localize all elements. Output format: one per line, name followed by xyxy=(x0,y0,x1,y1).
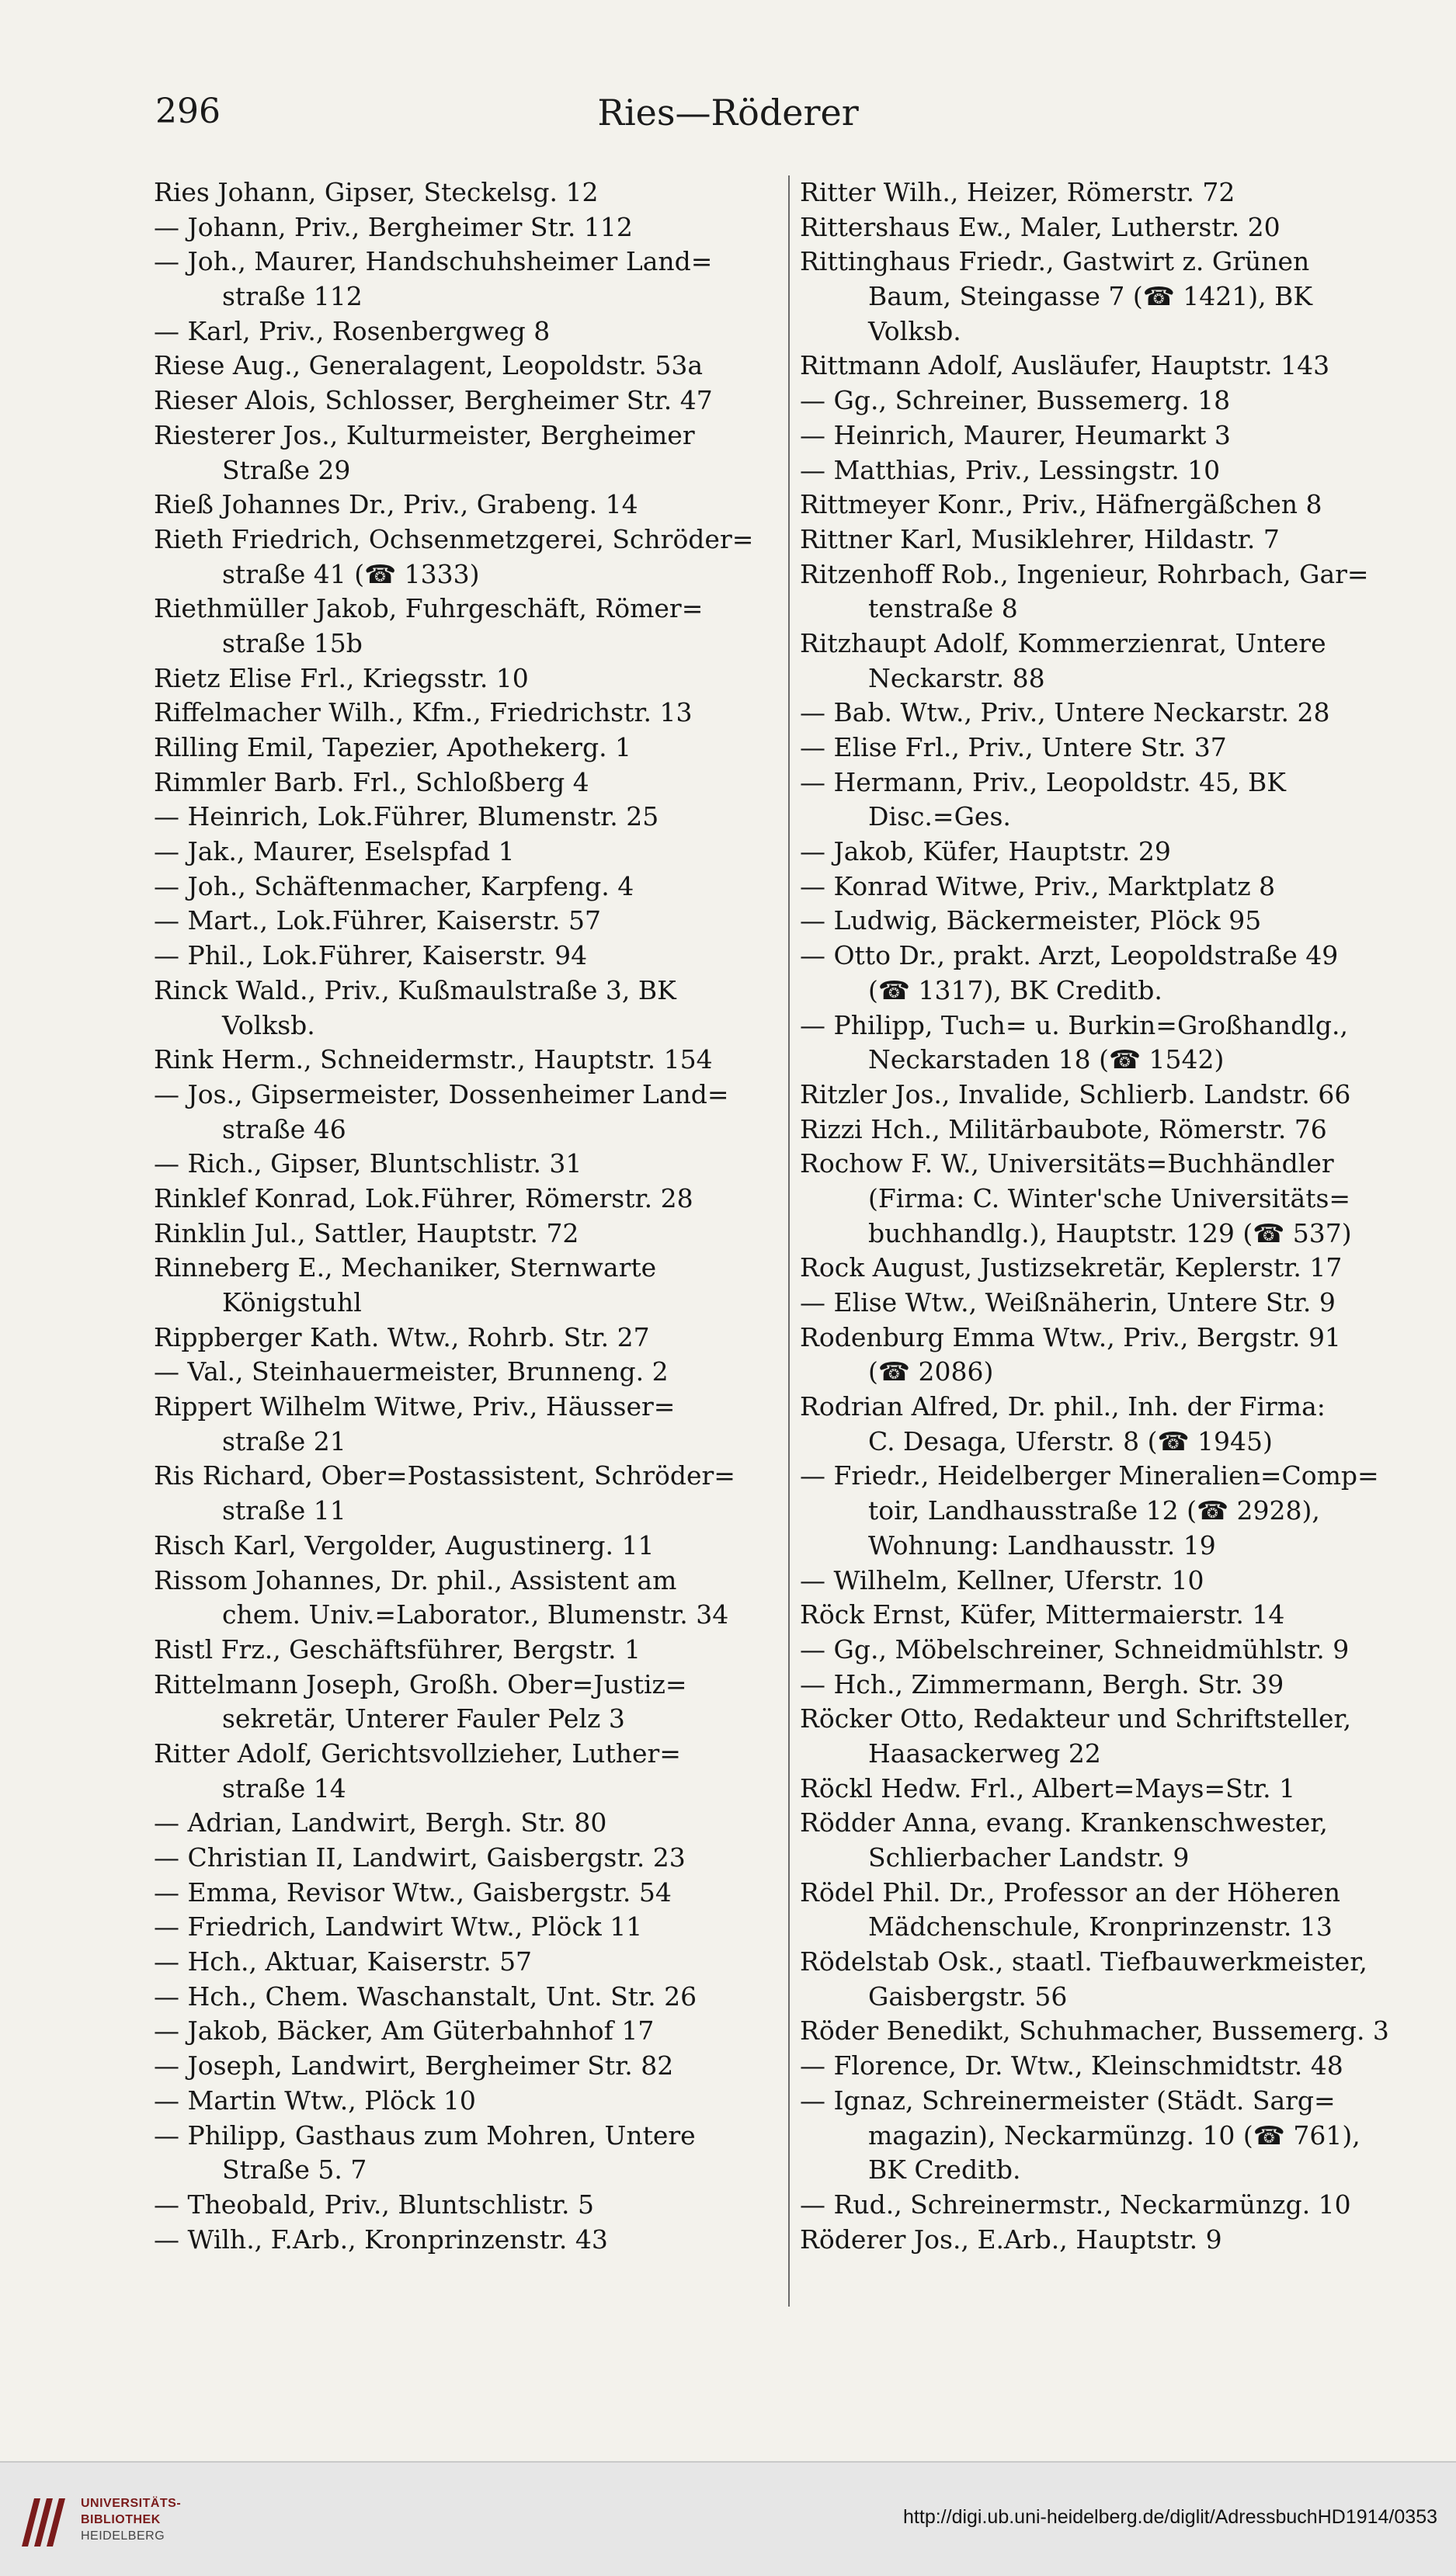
directory-entry-line: — Wilhelm, Kellner, Uferstr. 10 xyxy=(800,1564,1204,1595)
entry-continuation-line: Mädchenschule, Kronprinzenstr. 13 xyxy=(868,1911,1333,1942)
directory-entry-line: Röck Ernst, Küfer, Mittermaierstr. 14 xyxy=(800,1599,1285,1630)
directory-entry-line: Rödelstab Osk., staatl. Tiefbauwerkmeister, xyxy=(800,1946,1367,1977)
directory-entry-line: Ris Richard, Ober=Postassistent, Schröder= xyxy=(154,1460,735,1491)
entry-continuation-line: buchhandlg.), Hauptstr. 129 (☎ 537) xyxy=(868,1217,1352,1248)
entry-continuation-line: Königstuhl xyxy=(222,1287,362,1318)
entry-continuation-line: straße 14 xyxy=(222,1772,346,1804)
directory-entry-line: — Wilh., F.Arb., Kronprinzenstr. 43 xyxy=(154,2224,608,2255)
left-column xyxy=(154,175,775,2349)
directory-entry-line: — Jak., Maurer, Eselspfad 1 xyxy=(154,836,515,867)
directory-entry-line: Rilling Emil, Tapezier, Apothekerg. 1 xyxy=(154,732,632,762)
directory-entry-line: — Jakob, Küfer, Hauptstr. 29 xyxy=(800,836,1171,867)
entry-continuation-line: Volksb. xyxy=(222,1009,315,1040)
directory-entry-line: — Hch., Zimmermann, Bergh. Str. 39 xyxy=(800,1668,1284,1699)
directory-entry-line: Ritzhaupt Adolf, Kommerzienrat, Untere xyxy=(800,627,1326,658)
directory-entry-line: Röderer Jos., E.Arb., Hauptstr. 9 xyxy=(800,2224,1222,2255)
directory-entry-line: — Val., Steinhauermeister, Brunneng. 2 xyxy=(154,1356,669,1387)
directory-entry-line: Rittner Karl, Musiklehrer, Hildastr. 7 xyxy=(800,523,1280,554)
directory-entry-line: — Phil., Lok.Führer, Kaiserstr. 94 xyxy=(154,940,588,971)
entry-continuation-line: sekretär, Unterer Fauler Pelz 3 xyxy=(222,1703,625,1734)
directory-entry-line: Riesterer Jos., Kulturmeister, Bergheimer xyxy=(154,419,695,450)
directory-entry-line: — Emma, Revisor Wtw., Gaisbergstr. 54 xyxy=(154,1876,672,1908)
directory-entry-line: — Florence, Dr. Wtw., Kleinschmidtstr. 48 xyxy=(800,2050,1343,2081)
entry-continuation-line: toir, Landhausstraße 12 (☎ 2928), xyxy=(868,1495,1320,1526)
directory-entry-line: Riethmüller Jakob, Fuhrgeschäft, Römer= xyxy=(154,593,704,624)
directory-entry-line: — Ignaz, Schreinermeister (Städt. Sarg= xyxy=(800,2085,1336,2116)
directory-entry-line: Rittmann Adolf, Ausläufer, Hauptstr. 143 xyxy=(800,350,1330,381)
directory-entry-line: Rittelmann Joseph, Großh. Ober=Justiz= xyxy=(154,1668,687,1699)
entry-continuation-line: tenstraße 8 xyxy=(868,593,1018,624)
directory-entry-line: Rinklef Konrad, Lok.Führer, Römerstr. 28 xyxy=(154,1182,693,1213)
directory-entry-line: — Matthias, Priv., Lessingstr. 10 xyxy=(800,454,1221,485)
directory-entry-line: Rochow F. W., Universitäts=Buchhändler xyxy=(800,1148,1334,1179)
directory-entry-line: Rippberger Kath. Wtw., Rohrb. Str. 27 xyxy=(154,1321,650,1352)
directory-entry-line: Rödder Anna, evang. Krankenschwester, xyxy=(800,1807,1328,1838)
entry-continuation-line: Straße 29 xyxy=(222,454,351,485)
directory-entry-line: Rimmler Barb. Frl., Schloßberg 4 xyxy=(154,766,589,797)
entry-continuation-line: straße 46 xyxy=(222,1113,346,1144)
directory-entry-line: Röcker Otto, Redakteur und Schriftsteller, xyxy=(800,1703,1352,1734)
directory-entry-line: Rinck Wald., Priv., Kußmaulstraße 3, BK xyxy=(154,974,676,1005)
entry-continuation-line: C. Desaga, Uferstr. 8 (☎ 1945) xyxy=(868,1425,1273,1456)
directory-entry-line: Rodenburg Emma Wtw., Priv., Bergstr. 91 xyxy=(800,1321,1341,1352)
directory-entry-line: — Theobald, Priv., Bluntschlistr. 5 xyxy=(154,2189,595,2220)
directory-entry-line: Rizzi Hch., Militärbaubote, Römerstr. 76 xyxy=(800,1113,1327,1144)
directory-entry-line: Rieß Johannes Dr., Priv., Grabeng. 14 xyxy=(154,489,638,520)
logo-line: UNIVERSITÄTS- xyxy=(81,2497,182,2510)
directory-entry-line: — Friedrich, Landwirt Wtw., Plöck 11 xyxy=(154,1911,643,1942)
entry-continuation-line: Haasackerweg 22 xyxy=(868,1738,1101,1769)
entry-continuation-line: straße 41 (☎ 1333) xyxy=(222,558,480,589)
directory-entry-line: — Hermann, Priv., Leopoldstr. 45, BK xyxy=(800,766,1286,797)
directory-entry-line: — Bab. Wtw., Priv., Untere Neckarstr. 28 xyxy=(800,697,1330,728)
directory-entry-line: Ries Johann, Gipser, Steckelsg. 12 xyxy=(154,177,599,207)
directory-entry-line: — Ludwig, Bäckermeister, Plöck 95 xyxy=(800,905,1262,936)
directory-entry-line: Rink Herm., Schneidermstr., Hauptstr. 154 xyxy=(154,1044,713,1075)
entry-continuation-line: chem. Univ.=Laborator., Blumenstr. 34 xyxy=(222,1599,729,1630)
directory-entry-line: Rock August, Justizsekretär, Keplerstr. 17 xyxy=(800,1252,1343,1283)
directory-entry-line: — Adrian, Landwirt, Bergh. Str. 80 xyxy=(154,1807,607,1838)
ub-heidelberg-logo-icon[interactable] xyxy=(17,2492,70,2550)
directory-entry-line: Röckl Hedw. Frl., Albert=Mays=Str. 1 xyxy=(800,1772,1296,1804)
directory-entry-line: Rieser Alois, Schlosser, Bergheimer Str. 47 xyxy=(154,385,713,416)
directory-entry-line: Rinklin Jul., Sattler, Hauptstr. 72 xyxy=(154,1217,579,1248)
directory-entry-line: Rietz Elise Frl., Kriegsstr. 10 xyxy=(154,662,529,693)
directory-entry-line: — Joseph, Landwirt, Bergheimer Str. 82 xyxy=(154,2050,674,2081)
directory-entry-line: Röder Benedikt, Schuhmacher, Bussemerg. 3 xyxy=(800,2015,1389,2047)
entry-continuation-line: straße 11 xyxy=(222,1495,346,1526)
directory-entry-line: — Gg., Möbelschreiner, Schneidmühlstr. 9 xyxy=(800,1633,1350,1665)
source-url-link[interactable]: http://digi.ub.uni-heidelberg.de/diglit/AdressbuchHD1914/0353 xyxy=(903,2506,1437,2528)
column-divider xyxy=(788,175,790,2307)
entry-continuation-line: Disc.=Ges. xyxy=(868,801,1011,832)
directory-entry-line: — Otto Dr., prakt. Arzt, Leopoldstraße 49 xyxy=(800,940,1339,971)
entry-continuation-line: (Firma: C. Winter'sche Universitäts= xyxy=(868,1182,1351,1213)
directory-entry-line: — Jakob, Bäcker, Am Güterbahnhof 17 xyxy=(154,2015,655,2047)
entry-continuation-line: BK Creditb. xyxy=(868,2154,1021,2185)
directory-entry-line: — Joh., Maurer, Handschuhsheimer Land= xyxy=(154,246,713,277)
directory-entry-line: Rödel Phil. Dr., Professor an der Höheren xyxy=(800,1876,1340,1908)
entry-continuation-line: straße 112 xyxy=(222,281,363,312)
directory-entry-line: — Rud., Schreinermstr., Neckarmünzg. 10 xyxy=(800,2189,1351,2220)
directory-entry-line: Ritter Wilh., Heizer, Römerstr. 72 xyxy=(800,177,1235,207)
directory-entry-line: Risch Karl, Vergolder, Augustinerg. 11 xyxy=(154,1529,655,1561)
directory-entry-line: — Heinrich, Maurer, Heumarkt 3 xyxy=(800,419,1231,450)
entry-continuation-line: straße 21 xyxy=(222,1425,346,1456)
directory-entry-line: Ritter Adolf, Gerichtsvollzieher, Luther= xyxy=(154,1738,681,1769)
directory-entry-line: — Philipp, Tuch= u. Burkin=Großhandlg., xyxy=(800,1009,1348,1040)
directory-entry-line: Rittmeyer Konr., Priv., Häfnergäßchen 8 xyxy=(800,489,1322,520)
directory-entry-line: Rieth Friedrich, Ochsenmetzgerei, Schröder= xyxy=(154,523,754,554)
directory-entry-line: Rinneberg E., Mechaniker, Sternwarte xyxy=(154,1252,657,1283)
directory-entry-line: Riese Aug., Generalagent, Leopoldstr. 53a xyxy=(154,350,704,381)
entry-continuation-line: Gaisbergstr. 56 xyxy=(868,1981,1068,2012)
page-number: 296 xyxy=(155,92,221,131)
directory-entry-line: — Konrad Witwe, Priv., Marktplatz 8 xyxy=(800,870,1276,901)
directory-entry-line: — Martin Wtw., Plöck 10 xyxy=(154,2085,476,2116)
logo-line: HEIDELBERG xyxy=(81,2529,165,2543)
directory-entry-line: — Philipp, Gasthaus zum Mohren, Untere xyxy=(154,2119,696,2151)
directory-entry-line: — Elise Wtw., Weißnäherin, Untere Str. 9 xyxy=(800,1287,1336,1318)
directory-entry-line: Rittershaus Ew., Maler, Lutherstr. 20 xyxy=(800,211,1281,242)
directory-entry-line: Rodrian Alfred, Dr. phil., Inh. der Firma: xyxy=(800,1391,1326,1422)
directory-entry-line: Ritzler Jos., Invalide, Schlierb. Landstr. 66 xyxy=(800,1078,1351,1109)
entry-continuation-line: magazin), Neckarmünzg. 10 (☎ 761), xyxy=(868,2119,1360,2151)
entry-continuation-line: (☎ 1317), BK Creditb. xyxy=(868,974,1162,1005)
entry-continuation-line: Baum, Steingasse 7 (☎ 1421), BK xyxy=(868,281,1313,312)
directory-entry-line: — Heinrich, Lok.Führer, Blumenstr. 25 xyxy=(154,801,659,832)
directory-entry-line: — Karl, Priv., Rosenbergweg 8 xyxy=(154,315,551,346)
directory-entry-line: Riffelmacher Wilh., Kfm., Friedrichstr. 13 xyxy=(154,697,693,728)
entry-continuation-line: Neckarstaden 18 (☎ 1542) xyxy=(868,1044,1225,1075)
entry-continuation-line: Neckarstr. 88 xyxy=(868,662,1045,693)
directory-entry-line: — Hch., Chem. Waschanstalt, Unt. Str. 26 xyxy=(154,1981,697,2012)
viewer-footer xyxy=(0,2461,1456,2576)
directory-entry-line: Rissom Johannes, Dr. phil., Assistent am xyxy=(154,1564,677,1595)
entry-continuation-line: Schlierbacher Landstr. 9 xyxy=(868,1842,1190,1873)
directory-entry-line: — Rich., Gipser, Bluntschlistr. 31 xyxy=(154,1148,582,1179)
directory-entry-line: — Christian II, Landwirt, Gaisbergstr. 23 xyxy=(154,1842,686,1873)
directory-entry-line: — Joh., Schäftenmacher, Karpfeng. 4 xyxy=(154,870,634,901)
directory-entry-line: Ristl Frz., Geschäftsführer, Bergstr. 1 xyxy=(154,1633,641,1665)
directory-entry-line: — Mart., Lok.Führer, Kaiserstr. 57 xyxy=(154,905,602,936)
directory-entry-line: Rippert Wilhelm Witwe, Priv., Häusser= xyxy=(154,1391,676,1422)
directory-entry-line: — Friedr., Heidelberger Mineralien=Comp= xyxy=(800,1460,1379,1491)
entry-continuation-line: Straße 5. 7 xyxy=(222,2154,367,2185)
entry-continuation-line: straße 15b xyxy=(222,627,363,658)
directory-entry-line: — Gg., Schreiner, Bussemerg. 18 xyxy=(800,385,1231,416)
directory-entry-line: — Hch., Aktuar, Kaiserstr. 57 xyxy=(154,1946,533,1977)
entry-continuation-line: Wohnung: Landhausstr. 19 xyxy=(868,1529,1216,1561)
running-head: Ries—Röderer xyxy=(597,92,859,134)
directory-entry-line: Rittinghaus Friedr., Gastwirt z. Grünen xyxy=(800,246,1310,277)
library-logo-text[interactable] xyxy=(81,2495,181,2544)
entry-continuation-line: (☎ 2086) xyxy=(868,1356,994,1387)
logo-line: BIBLIOTHEK xyxy=(81,2513,161,2526)
right-column xyxy=(800,175,1421,2349)
directory-entry-line: — Elise Frl., Priv., Untere Str. 37 xyxy=(800,732,1227,762)
directory-entry-line: — Johann, Priv., Bergheimer Str. 112 xyxy=(154,211,633,242)
directory-entry-line: Ritzenhoff Rob., Ingenieur, Rohrbach, Gar= xyxy=(800,558,1369,589)
entry-continuation-line: Volksb. xyxy=(868,315,961,346)
directory-entry-line: — Jos., Gipsermeister, Dossenheimer Land= xyxy=(154,1078,729,1109)
